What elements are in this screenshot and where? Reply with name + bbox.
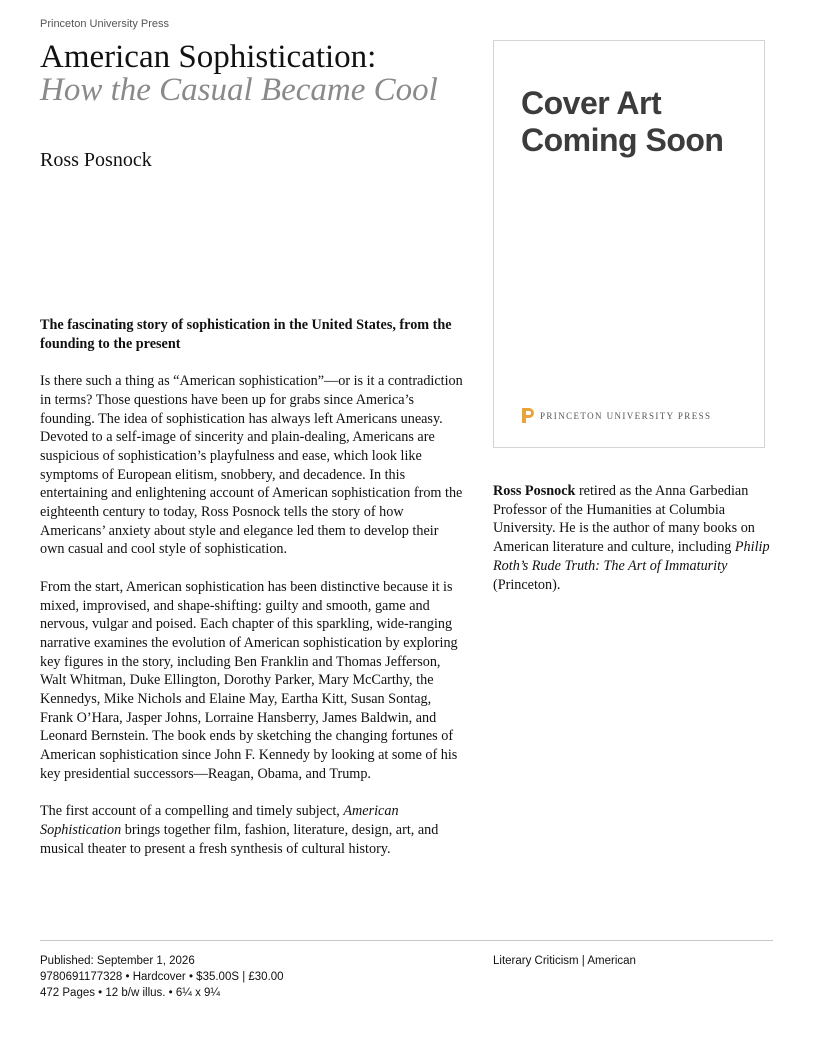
description-paragraph-1: Is there such a thing as “American sophistication”—or is it a contradiction in terms? Those questions have been up for grabs since America’s founding. The idea of sophistication has always left Americans uneasy. Devoted to a self-image of sincerity and plain-dealing, Americans are suspicious of sophistication’s playfulness and ease, which look like symptoms of European elitism, snobbery, and decadence. In this entertaining and enlightening account of American sophistication from the eighteenth century to today, Ross Posnock tells the story of how Americans’ anxiety about style and elegance led them to develop their own casual and cool style of sophistication.: [40, 373, 463, 558]
book-subtitle: How the Casual Became Cool: [40, 72, 438, 108]
bio-text-start: retired as the Anna Garbedian Professor of the Humanities at Columbia University. He is the author of many books on American literature and culture, including: [493, 483, 755, 556]
cover-art-placeholder: [493, 40, 765, 448]
publisher-name: Princeton University Press: [40, 18, 169, 30]
bio-author-name: Ross Posnock: [493, 483, 576, 499]
footer-divider: [40, 940, 773, 941]
description-lead: The fascinating story of sophistication in the United States, from the founding to the present: [40, 317, 452, 352]
book-title: American Sophistication:: [40, 39, 377, 75]
book-description: [40, 316, 465, 877]
publication-details: [40, 953, 284, 1001]
bio-text-end: (Princeton).: [493, 576, 561, 593]
description-paragraph-2: From the start, American sophistication has been distinctive because it is mixed, improvised, and shape-shifting: guilty and smooth, game and nervous, vulgar and poised. Each chapter of this sparkling, wide-ranging narrative examines the evolution of American sophistication by exploring key figures in the story, including Ben Franklin and Thomas Jefferson, Walt Whitman, Duke Ellington, Dorothy Parker, Mary McCarthy, the Kennedys, Mike Nichols and Elaine May, Eartha Kitt, Susan Sontag, Frank O’Hara, Jasper Johns, Lorraine Hansberry, James Baldwin, and Leonard Bernstein. The book ends by sketching the changing fortunes of American sophistication since John F. Kennedy by looking at some of his key presidential successors—Reagan, Obama, and Trump.: [40, 578, 458, 782]
cover-placeholder-line2: Coming Soon: [521, 122, 724, 158]
bio-book-title: Philip Roth’s Rude Truth: The Art of Immaturity: [493, 539, 770, 574]
press-logo: [521, 407, 711, 424]
book-author: Ross Posnock: [40, 149, 152, 171]
cover-placeholder-text: [521, 85, 761, 159]
para3-book-title: American Sophistication: [40, 803, 399, 838]
description-paragraph-3: [40, 802, 465, 858]
press-logo-icon: [521, 407, 535, 424]
para3-text-start: The first account of a compelling and timely subject,: [40, 803, 344, 820]
cover-placeholder-line1: Cover Art: [521, 85, 662, 121]
author-bio: [493, 482, 771, 594]
page-specs: 472 Pages • 12 b/w illus. • 6¼ x 9¼: [40, 987, 221, 999]
press-logo-text: PRINCETON UNIVERSITY PRESS: [540, 410, 712, 421]
subject-category: Literary Criticism | American: [493, 955, 636, 967]
para3-text-end: brings together film, fashion, literature, design, art, and musical theater to present a fresh synthesis of cultural history.: [40, 821, 439, 857]
publication-date: Published: September 1, 2026: [40, 955, 195, 967]
isbn-price: 9780691177328 • Hardcover • $35.00S | £30.00: [40, 971, 284, 983]
